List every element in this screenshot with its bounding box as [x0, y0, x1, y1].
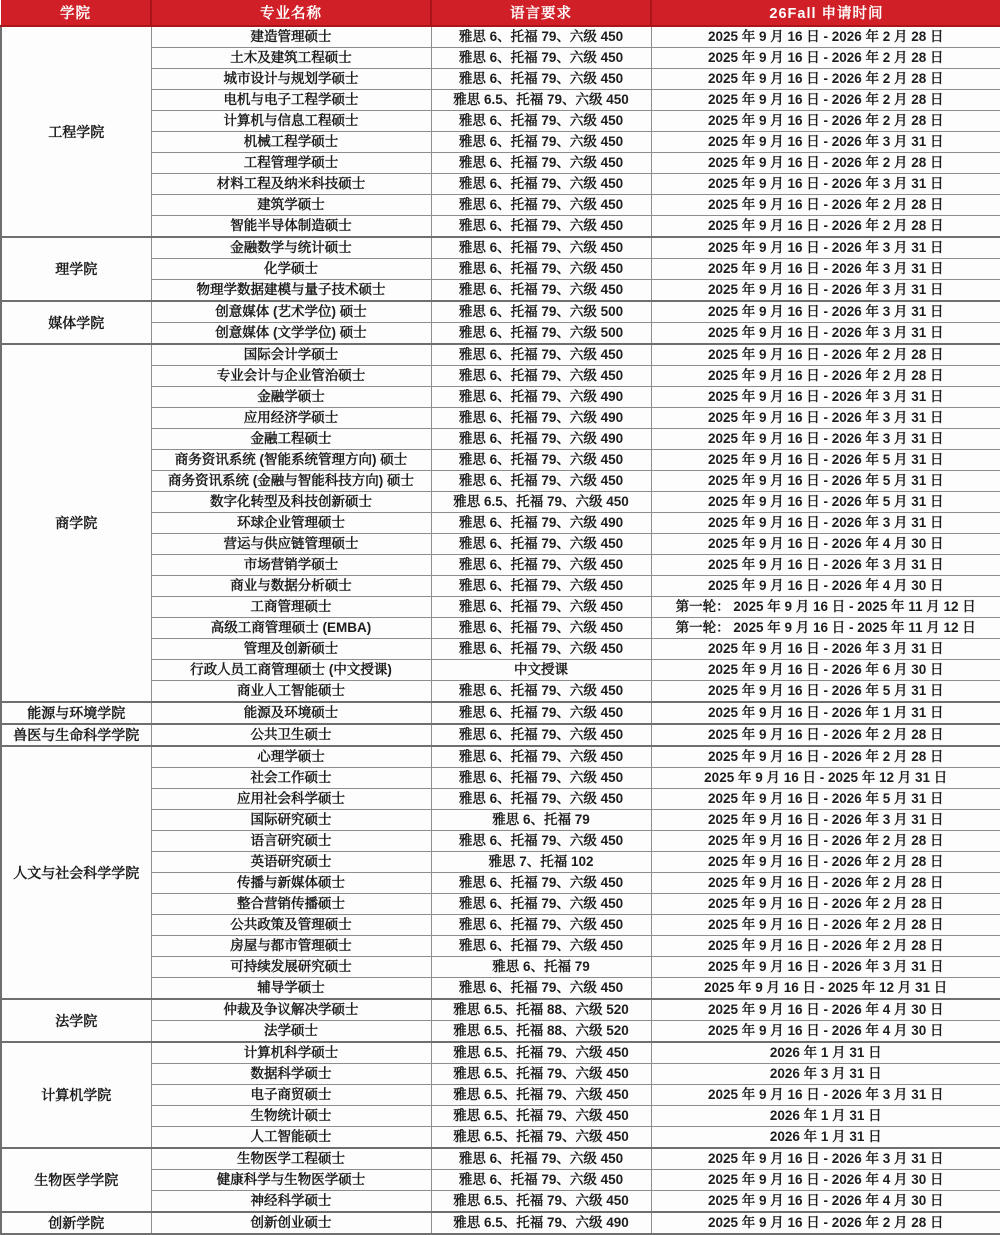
language-cell: 雅思 6、托福 79、六级 450	[431, 724, 651, 746]
language-cell: 雅思 6、托福 79、六级 450	[431, 555, 651, 576]
date-cell: 2025 年 9 月 16 日 - 2026 年 5 月 31 日	[651, 471, 1000, 492]
table-row	[1, 216, 1000, 238]
table-row	[1, 26, 1000, 48]
program-cell: 整合营销传播硕士	[151, 894, 431, 915]
date-cell: 2025 年 9 月 16 日 - 2026 年 5 月 31 日	[651, 789, 1000, 810]
table-row	[1, 852, 1000, 873]
college-cell: 商学院	[1, 344, 151, 702]
table-row	[1, 1170, 1000, 1191]
table-row	[1, 1127, 1000, 1149]
language-cell: 雅思 6、托福 79、六级 450	[431, 216, 651, 238]
program-cell: 营运与供应链管理硕士	[151, 534, 431, 555]
language-cell: 雅思 6.5、托福 79、六级 490	[431, 1212, 651, 1234]
language-cell: 雅思 6、托福 79、六级 450	[431, 534, 651, 555]
program-cell: 市场营销学硕士	[151, 555, 431, 576]
language-cell: 雅思 6、托福 79、六级 450	[431, 681, 651, 703]
program-cell: 公共政策及管理硕士	[151, 915, 431, 936]
table-row	[1, 366, 1000, 387]
date-cell: 2025 年 9 月 16 日 - 2026 年 3 月 31 日	[651, 237, 1000, 259]
language-cell: 雅思 6、托福 79、六级 450	[431, 978, 651, 1000]
program-cell: 辅导学硕士	[151, 978, 431, 1000]
date-cell: 2025 年 9 月 16 日 - 2026 年 2 月 28 日	[651, 936, 1000, 957]
date-cell: 2025 年 9 月 16 日 - 2026 年 2 月 28 日	[651, 831, 1000, 852]
table-row	[1, 915, 1000, 936]
table-row	[1, 323, 1000, 345]
date-cell: 2025 年 9 月 16 日 - 2026 年 4 月 30 日	[651, 1191, 1000, 1213]
language-cell: 雅思 6、托福 79、六级 450	[431, 618, 651, 639]
language-cell: 雅思 6、托福 79、六级 450	[431, 768, 651, 789]
program-cell: 金融学硕士	[151, 387, 431, 408]
date-cell: 2025 年 9 月 16 日 - 2026 年 2 月 28 日	[651, 195, 1000, 216]
date-cell: 2025 年 9 月 16 日 - 2026 年 3 月 31 日	[651, 132, 1000, 153]
program-cell: 人工智能硕士	[151, 1127, 431, 1149]
table-row	[1, 90, 1000, 111]
program-cell: 机械工程学硕士	[151, 132, 431, 153]
language-cell: 雅思 6.5、托福 79、六级 450	[431, 1191, 651, 1213]
program-cell: 金融工程硕士	[151, 429, 431, 450]
header-college: 学院	[1, 0, 151, 26]
language-cell: 雅思 6、托福 79、六级 450	[431, 259, 651, 280]
date-cell: 2025 年 9 月 16 日 - 2026 年 3 月 31 日	[651, 387, 1000, 408]
table-row	[1, 174, 1000, 195]
date-cell: 2025 年 9 月 16 日 - 2026 年 1 月 31 日	[651, 702, 1000, 724]
date-cell: 2025 年 9 月 16 日 - 2026 年 2 月 28 日	[651, 216, 1000, 238]
date-cell: 2025 年 9 月 16 日 - 2026 年 3 月 31 日	[651, 555, 1000, 576]
date-cell: 2025 年 9 月 16 日 - 2026 年 2 月 28 日	[651, 746, 1000, 768]
program-cell: 创意媒体 (艺术学位) 硕士	[151, 301, 431, 323]
table-row	[1, 789, 1000, 810]
date-cell: 2025 年 9 月 16 日 - 2026 年 2 月 28 日	[651, 48, 1000, 69]
language-cell: 雅思 6、托福 79、六级 450	[431, 237, 651, 259]
header-application-period: 26Fall 申请时间	[651, 0, 1000, 26]
program-cell: 应用社会科学硕士	[151, 789, 431, 810]
table-row	[1, 873, 1000, 894]
program-cell: 电机与电子工程学硕士	[151, 90, 431, 111]
table-header-row	[1, 0, 1000, 26]
date-cell: 2025 年 9 月 16 日 - 2025 年 12 月 31 日	[651, 978, 1000, 1000]
table-row	[1, 1191, 1000, 1213]
table-row	[1, 1042, 1000, 1064]
language-cell: 雅思 6、托福 79、六级 450	[431, 132, 651, 153]
language-cell: 雅思 6.5、托福 79、六级 450	[431, 492, 651, 513]
table-row	[1, 555, 1000, 576]
date-cell: 2026 年 1 月 31 日	[651, 1127, 1000, 1149]
college-cell: 创新学院	[1, 1212, 151, 1234]
date-cell: 2026 年 3 月 31 日	[651, 1064, 1000, 1085]
language-cell: 雅思 6、托福 79、六级 450	[431, 576, 651, 597]
header-program: 专业名称	[151, 0, 431, 26]
table-row	[1, 492, 1000, 513]
program-cell: 健康科学与生物医学硕士	[151, 1170, 431, 1191]
program-cell: 仲裁及争议解决学硕士	[151, 999, 431, 1021]
date-cell: 2025 年 9 月 16 日 - 2026 年 2 月 28 日	[651, 90, 1000, 111]
language-cell: 雅思 6、托福 79、六级 490	[431, 408, 651, 429]
table-row	[1, 810, 1000, 831]
language-cell: 雅思 6、托福 79、六级 450	[431, 26, 651, 48]
date-cell: 2025 年 9 月 16 日 - 2026 年 3 月 31 日	[651, 174, 1000, 195]
table-row	[1, 132, 1000, 153]
table-row	[1, 936, 1000, 957]
language-cell: 雅思 6.5、托福 88、六级 520	[431, 1021, 651, 1043]
program-cell: 商务资讯系统 (智能系统管理方向) 硕士	[151, 450, 431, 471]
table-row	[1, 957, 1000, 978]
language-cell: 雅思 6、托福 79、六级 450	[431, 280, 651, 302]
program-cell: 法学硕士	[151, 1021, 431, 1043]
table-row	[1, 746, 1000, 768]
language-cell: 雅思 6、托福 79、六级 450	[431, 366, 651, 387]
program-cell: 英语研究硕士	[151, 852, 431, 873]
program-cell: 管理及创新硕士	[151, 639, 431, 660]
program-cell: 创新创业硕士	[151, 1212, 431, 1234]
language-cell: 雅思 6.5、托福 79、六级 450	[431, 1042, 651, 1064]
date-cell: 2025 年 9 月 16 日 - 2026 年 3 月 31 日	[651, 513, 1000, 534]
program-cell: 计算机与信息工程硕士	[151, 111, 431, 132]
program-cell: 传播与新媒体硕士	[151, 873, 431, 894]
table-row	[1, 597, 1000, 618]
date-cell: 2025 年 9 月 16 日 - 2026 年 3 月 31 日	[651, 957, 1000, 978]
language-cell: 雅思 6.5、托福 79、六级 450	[431, 1106, 651, 1127]
table-row	[1, 280, 1000, 302]
language-cell: 雅思 6、托福 79、六级 450	[431, 597, 651, 618]
table-row	[1, 111, 1000, 132]
language-cell: 雅思 6、托福 79、六级 450	[431, 153, 651, 174]
program-cell: 建筑学硕士	[151, 195, 431, 216]
program-cell: 公共卫生硕士	[151, 724, 431, 746]
date-cell: 2025 年 9 月 16 日 - 2026 年 5 月 31 日	[651, 492, 1000, 513]
program-cell: 心理学硕士	[151, 746, 431, 768]
college-cell: 工程学院	[1, 26, 151, 237]
program-cell: 数据科学硕士	[151, 1064, 431, 1085]
date-cell: 2026 年 1 月 31 日	[651, 1042, 1000, 1064]
college-cell: 计算机学院	[1, 1042, 151, 1148]
language-cell: 雅思 6、托福 79、六级 490	[431, 429, 651, 450]
program-cell: 神经科学硕士	[151, 1191, 431, 1213]
date-cell: 2025 年 9 月 16 日 - 2026 年 2 月 28 日	[651, 111, 1000, 132]
table-row	[1, 534, 1000, 555]
table-row	[1, 831, 1000, 852]
language-cell: 雅思 6、托福 79、六级 450	[431, 789, 651, 810]
date-cell: 2025 年 9 月 16 日 - 2026 年 2 月 28 日	[651, 153, 1000, 174]
date-cell: 2025 年 9 月 16 日 - 2026 年 4 月 30 日	[651, 1021, 1000, 1043]
program-cell: 房屋与都市管理硕士	[151, 936, 431, 957]
date-cell: 2025 年 9 月 16 日 - 2026 年 2 月 28 日	[651, 1212, 1000, 1234]
table-row	[1, 1148, 1000, 1170]
college-cell: 法学院	[1, 999, 151, 1042]
program-cell: 可持续发展研究硕士	[151, 957, 431, 978]
table-row	[1, 513, 1000, 534]
table-row	[1, 69, 1000, 90]
program-cell: 智能半导体制造硕士	[151, 216, 431, 238]
language-cell: 雅思 6.5、托福 79、六级 450	[431, 1085, 651, 1106]
language-cell: 雅思 6、托福 79	[431, 957, 651, 978]
language-cell: 雅思 7、托福 102	[431, 852, 651, 873]
table-row	[1, 429, 1000, 450]
table-row	[1, 387, 1000, 408]
language-cell: 雅思 6.5、托福 88、六级 520	[431, 999, 651, 1021]
language-cell: 雅思 6、托福 79、六级 450	[431, 450, 651, 471]
table-row	[1, 450, 1000, 471]
table-row	[1, 1212, 1000, 1234]
language-cell: 雅思 6.5、托福 79、六级 450	[431, 90, 651, 111]
program-cell: 应用经济学硕士	[151, 408, 431, 429]
date-cell: 2025 年 9 月 16 日 - 2026 年 2 月 28 日	[651, 366, 1000, 387]
header-language-requirement: 语言要求	[431, 0, 651, 26]
program-cell: 土木及建筑工程硕士	[151, 48, 431, 69]
program-cell: 金融数学与统计硕士	[151, 237, 431, 259]
table-row	[1, 237, 1000, 259]
table-row	[1, 471, 1000, 492]
date-cell: 2025 年 9 月 16 日 - 2026 年 2 月 28 日	[651, 915, 1000, 936]
program-cell: 工商管理硕士	[151, 597, 431, 618]
date-cell: 2025 年 9 月 16 日 - 2026 年 2 月 28 日	[651, 873, 1000, 894]
table-row	[1, 1021, 1000, 1043]
date-cell: 2025 年 9 月 16 日 - 2026 年 3 月 31 日	[651, 301, 1000, 323]
college-cell: 理学院	[1, 237, 151, 301]
program-cell: 化学硕士	[151, 259, 431, 280]
table-row	[1, 344, 1000, 366]
language-cell: 雅思 6、托福 79、六级 450	[431, 1148, 651, 1170]
date-cell: 2025 年 9 月 16 日 - 2026 年 5 月 31 日	[651, 681, 1000, 703]
table-row	[1, 894, 1000, 915]
program-cell: 生物统计硕士	[151, 1106, 431, 1127]
program-cell: 数字化转型及科技创新硕士	[151, 492, 431, 513]
date-cell: 2025 年 9 月 16 日 - 2026 年 2 月 28 日	[651, 724, 1000, 746]
program-cell: 国际会计学硕士	[151, 344, 431, 366]
date-cell: 2025 年 9 月 16 日 - 2026 年 3 月 31 日	[651, 1148, 1000, 1170]
table-row	[1, 48, 1000, 69]
language-cell: 雅思 6、托福 79、六级 450	[431, 111, 651, 132]
program-cell: 商业人工智能硕士	[151, 681, 431, 703]
program-cell: 商业与数据分析硕士	[151, 576, 431, 597]
date-cell: 2025 年 9 月 16 日 - 2025 年 12 月 31 日	[651, 768, 1000, 789]
language-cell: 雅思 6、托福 79、六级 450	[431, 702, 651, 724]
program-cell: 生物医学工程硕士	[151, 1148, 431, 1170]
program-cell: 国际研究硕士	[151, 810, 431, 831]
program-cell: 语言研究硕士	[151, 831, 431, 852]
date-cell: 2025 年 9 月 16 日 - 2026 年 3 月 31 日	[651, 259, 1000, 280]
college-cell: 媒体学院	[1, 301, 151, 344]
language-cell: 雅思 6.5、托福 79、六级 450	[431, 1064, 651, 1085]
language-cell: 雅思 6、托福 79、六级 450	[431, 915, 651, 936]
date-cell: 2025 年 9 月 16 日 - 2026 年 4 月 30 日	[651, 534, 1000, 555]
program-cell: 工程管理学硕士	[151, 153, 431, 174]
language-cell: 雅思 6、托福 79、六级 490	[431, 513, 651, 534]
date-cell: 2025 年 9 月 16 日 - 2026 年 3 月 31 日	[651, 1085, 1000, 1106]
program-cell: 社会工作硕士	[151, 768, 431, 789]
table-row	[1, 259, 1000, 280]
date-cell: 2025 年 9 月 16 日 - 2026 年 3 月 31 日	[651, 408, 1000, 429]
language-cell: 中文授课	[431, 660, 651, 681]
date-cell: 第一轮： 2025 年 9 月 16 日 - 2025 年 11 月 12 日	[651, 618, 1000, 639]
date-cell: 2025 年 9 月 16 日 - 2026 年 4 月 30 日	[651, 1170, 1000, 1191]
language-cell: 雅思 6、托福 79、六级 450	[431, 873, 651, 894]
language-cell: 雅思 6、托福 79、六级 450	[431, 195, 651, 216]
date-cell: 2025 年 9 月 16 日 - 2026 年 3 月 31 日	[651, 639, 1000, 660]
college-cell: 人文与社会科学学院	[1, 746, 151, 999]
table-row	[1, 681, 1000, 703]
language-cell: 雅思 6、托福 79、六级 450	[431, 1170, 651, 1191]
program-cell: 物理学数据建模与量子技术硕士	[151, 280, 431, 302]
date-cell: 2025 年 9 月 16 日 - 2026 年 3 月 31 日	[651, 810, 1000, 831]
language-cell: 雅思 6、托福 79、六级 500	[431, 301, 651, 323]
language-cell: 雅思 6、托福 79、六级 450	[431, 894, 651, 915]
language-cell: 雅思 6、托福 79	[431, 810, 651, 831]
program-cell: 建造管理硕士	[151, 26, 431, 48]
program-cell: 商务资讯系统 (金融与智能科技方向) 硕士	[151, 471, 431, 492]
language-cell: 雅思 6.5、托福 79、六级 450	[431, 1127, 651, 1149]
program-cell: 材料工程及纳米科技硕士	[151, 174, 431, 195]
table-row	[1, 576, 1000, 597]
table-row	[1, 702, 1000, 724]
table-row	[1, 1085, 1000, 1106]
table-row	[1, 978, 1000, 1000]
program-cell: 环球企业管理硕士	[151, 513, 431, 534]
table-row	[1, 1064, 1000, 1085]
language-cell: 雅思 6、托福 79、六级 450	[431, 344, 651, 366]
table-row	[1, 724, 1000, 746]
date-cell: 2025 年 9 月 16 日 - 2026 年 2 月 28 日	[651, 69, 1000, 90]
language-cell: 雅思 6、托福 79、六级 450	[431, 471, 651, 492]
college-cell: 兽医与生命科学学院	[1, 724, 151, 746]
program-cell: 城市设计与规划学硕士	[151, 69, 431, 90]
language-cell: 雅思 6、托福 79、六级 450	[431, 174, 651, 195]
date-cell: 2025 年 9 月 16 日 - 2026 年 3 月 31 日	[651, 280, 1000, 302]
table-row	[1, 639, 1000, 660]
date-cell: 2025 年 9 月 16 日 - 2026 年 2 月 28 日	[651, 344, 1000, 366]
college-cell: 生物医学学院	[1, 1148, 151, 1212]
table-row	[1, 408, 1000, 429]
table-row	[1, 660, 1000, 681]
language-cell: 雅思 6、托福 79、六级 450	[431, 48, 651, 69]
program-cell: 计算机科学硕士	[151, 1042, 431, 1064]
date-cell: 2025 年 9 月 16 日 - 2026 年 4 月 30 日	[651, 999, 1000, 1021]
date-cell: 2025 年 9 月 16 日 - 2026 年 2 月 28 日	[651, 852, 1000, 873]
date-cell: 2026 年 1 月 31 日	[651, 1106, 1000, 1127]
table-row	[1, 153, 1000, 174]
date-cell: 2025 年 9 月 16 日 - 2026 年 2 月 28 日	[651, 894, 1000, 915]
language-cell: 雅思 6、托福 79、六级 450	[431, 639, 651, 660]
date-cell: 2025 年 9 月 16 日 - 2026 年 5 月 31 日	[651, 450, 1000, 471]
date-cell: 2025 年 9 月 16 日 - 2026 年 2 月 28 日	[651, 26, 1000, 48]
table-body	[1, 26, 1000, 1234]
date-cell: 第一轮： 2025 年 9 月 16 日 - 2025 年 11 月 12 日	[651, 597, 1000, 618]
program-cell: 专业会计与企业管治硕士	[151, 366, 431, 387]
table-row	[1, 768, 1000, 789]
table-row	[1, 301, 1000, 323]
language-cell: 雅思 6、托福 79、六级 450	[431, 831, 651, 852]
table-row	[1, 618, 1000, 639]
program-cell: 创意媒体 (文学学位) 硕士	[151, 323, 431, 345]
language-cell: 雅思 6、托福 79、六级 500	[431, 323, 651, 345]
language-cell: 雅思 6、托福 79、六级 450	[431, 746, 651, 768]
table-row	[1, 1106, 1000, 1127]
language-cell: 雅思 6、托福 79、六级 450	[431, 936, 651, 957]
language-cell: 雅思 6、托福 79、六级 450	[431, 69, 651, 90]
date-cell: 2025 年 9 月 16 日 - 2026 年 6 月 30 日	[651, 660, 1000, 681]
date-cell: 2025 年 9 月 16 日 - 2026 年 3 月 31 日	[651, 323, 1000, 345]
program-cell: 电子商贸硕士	[151, 1085, 431, 1106]
program-cell: 行政人员工商管理硕士 (中文授课)	[151, 660, 431, 681]
college-cell: 能源与环境学院	[1, 702, 151, 724]
date-cell: 2025 年 9 月 16 日 - 2026 年 4 月 30 日	[651, 576, 1000, 597]
language-cell: 雅思 6、托福 79、六级 490	[431, 387, 651, 408]
program-cell: 能源及环境硕士	[151, 702, 431, 724]
date-cell: 2025 年 9 月 16 日 - 2026 年 3 月 31 日	[651, 429, 1000, 450]
table-row	[1, 999, 1000, 1021]
table-row	[1, 195, 1000, 216]
program-cell: 高级工商管理硕士 (EMBA)	[151, 618, 431, 639]
